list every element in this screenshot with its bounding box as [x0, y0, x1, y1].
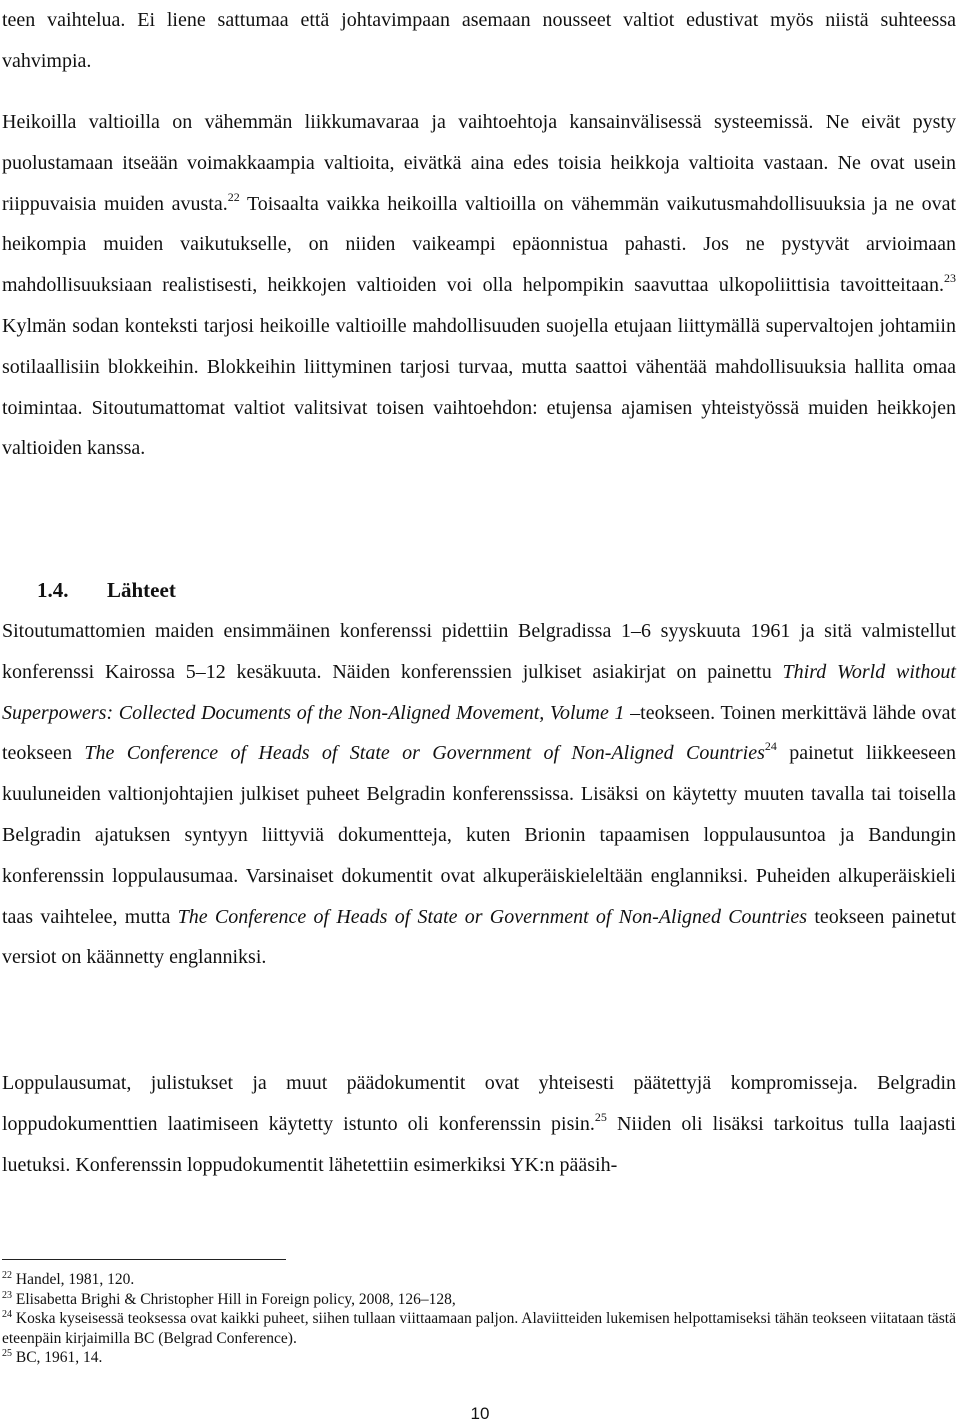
footnote-number: 25 — [2, 1348, 12, 1359]
footnote-text: BC, 1961, 14. — [12, 1349, 103, 1366]
footnote-ref[interactable]: 23 — [944, 271, 956, 286]
footnote-text: Elisabetta Brighi & Christopher Hill in Foreign policy, 2008, 126–128, — [12, 1290, 456, 1308]
footnote-ref[interactable]: 22 — [227, 189, 240, 204]
paragraph-text: Heikoilla valtioilla on vähemmän liikkumavaraa ja vaihtoehtoja kansainvälisessä systeemissä. Ne eivät pysty puolustamaan itseään voimakkaampia valtioita, eivätkä aina edes toisia heikkoja valtioita vastaan. Ne ovat usein riippuvaisia muiden avusta. — [2, 111, 956, 215]
paragraph-text: teen vaihtelua. Ei liene sattumaa että johtavimpaan asemaan nousseet valtiot edustivat myös niistä suhteessa vahvimpia. — [2, 9, 956, 72]
book-title: The Conference of Heads of State or Government of Non-Aligned Countries — [177, 905, 808, 928]
footnotes — [2, 1270, 956, 1368]
paragraph-text: Sitoutumattomien maiden ensimmäinen konferenssi pidettiin Belgradissa 1–6 syyskuuta 1961 ja sitä valmistellut konferenssi Kairossa 5–12 kesäkuuta. Näiden konferenssien julkiset asiakirjat on painettu — [2, 620, 956, 683]
footnote-ref[interactable]: 25 — [594, 1109, 607, 1124]
section-number: 1.4. — [37, 578, 69, 602]
page-number: 10 — [470, 1404, 490, 1423]
paragraph-text: Toisaalta vaikka heikoilla valtioilla on vähemmän vaikutusmahdollisuuksia ja ne ovat heikompia muiden vaikutukselle, on niiden vaikeampi epäonnistua pahasti. Jos ne pystyvät arvioimaan mahdollisuuksiaan realistisesti, heikkojen valtioiden voi olla helpompikin saavuttaa ulkopoliittisia tavoitteitaan. — [2, 192, 957, 297]
paragraph-text: Loppulausumat, julistukset ja muut päädokumentit ovat yhteisesti päätettyjä kompromisseja. Belgradin loppudokumenttien laatimiseen käytetty istunto oli konferenssin pisin. — [2, 1072, 956, 1135]
footnote-text: Handel, 1981, 120. — [12, 1271, 135, 1288]
footnote — [2, 1309, 956, 1348]
paragraph-text: Kylmän sodan konteksti tarjosi heikoille valtioille mahdollisuuden suojella etujaan liittymällä supervaltojen johtamiin sotilaallisiin blokkeihin. Blokkeihin liittyminen tarjosi turvaa, mutta saattoi vähentää mahdollisuuksia hallita omaa toimintaa. Sitoutumattomat valtiot valitsivat toisen vaihtoehdon: etujensa ajamisen yhteistyössä muiden heikkojen valtioiden kanssa. — [2, 314, 956, 460]
footnote — [2, 1290, 956, 1310]
footnote-ref[interactable]: 24 — [764, 739, 777, 754]
footnote-number: 24 — [2, 1309, 12, 1320]
paragraph-text: teokseen painetut versiot on käännetty englanniksi. — [2, 905, 956, 969]
paragraph-text: Niiden oli lisäksi tarkoitus tulla laajasti luetuksi. Konferenssin loppudokumentit lähetettiin esimerkiksi YK:n pääsih- — [2, 1112, 956, 1176]
paragraph-text: –teokseen. Toinen merkittävä lähde ovat teokseen — [2, 701, 957, 765]
body-paragraph — [2, 1063, 956, 1185]
section-title: Lähteet — [107, 578, 176, 602]
section-heading — [37, 570, 176, 610]
paragraph-text: painetut liikkeeseen kuuluneiden valtionjohtajien julkiset puheet Belgradin konferenssissa. Lisäksi on käytetty muuten tavalla tai toisella Belgradin ajatuksen syntyyn liittyviä dokumentteja, kuten Brionin tapaamisen loppulausuntoa ja Bandungin konferenssin loppulausumaa. Varsinaiset dokumentit ovat alkuperäiskieleltään englanniksi. Puheiden alkuperäiskieli taas vaihtelee, mutta — [2, 742, 956, 928]
book-title: The Conference of Heads of State or Government of Non-Aligned Countries — [84, 742, 765, 765]
footnote-text: Koska kyseisessä teoksessa ovat kaikki puheet, siihen tullaan viittaamaan paljon. Alaviitteiden lukemisen helpottamiseksi tähän teokseen viitataan tästä eteenpäin kirjaimilla BC (Belgrad Conference). — [2, 1310, 956, 1347]
body-paragraph — [2, 102, 956, 469]
footnote — [2, 1348, 956, 1368]
body-paragraph — [2, 0, 956, 82]
footnote-separator — [2, 1259, 286, 1260]
body-paragraph — [2, 611, 956, 978]
footnote — [2, 1270, 956, 1290]
footnote-number: 23 — [2, 1289, 12, 1301]
footnote-number: 22 — [2, 1270, 12, 1281]
book-title: Third World without Superpowers: Collected Documents of the Non-Aligned Movement, Volume 1 — [2, 660, 956, 724]
